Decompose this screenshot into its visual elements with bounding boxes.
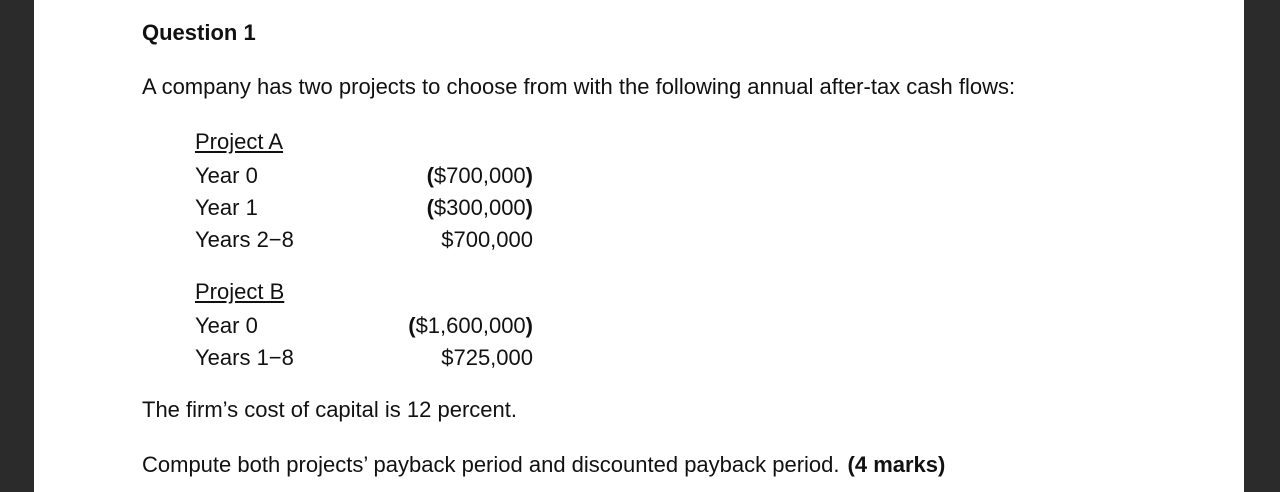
cashflow-row: [195, 160, 535, 192]
cashflow-row: [195, 224, 535, 256]
cashflow-value: ($700,000): [426, 163, 533, 188]
year-label: Years 1−8: [195, 345, 294, 370]
cashflow-row: [195, 342, 535, 374]
cashflow-row: [195, 310, 535, 342]
project-b-title: Project B: [195, 279, 285, 304]
year-label: Year 0: [195, 163, 258, 188]
cashflow-value: $725,000: [441, 345, 533, 370]
year-label: Years 2−8: [195, 227, 294, 252]
cashflow-row: [195, 192, 535, 224]
question-title: Question 1: [142, 20, 256, 45]
marks-label: (4 marks): [847, 452, 946, 477]
year-label: Year 1: [195, 195, 258, 220]
task-instruction: Compute both projects’ payback period and discounted payback period.: [142, 452, 840, 477]
project-b-table: [195, 278, 535, 374]
year-label: Year 0: [195, 313, 258, 338]
cashflow-value: ($300,000): [426, 195, 533, 220]
project-a-table: [195, 128, 535, 256]
task-text: [142, 452, 945, 478]
cashflow-value: $700,000: [441, 227, 533, 252]
cashflow-value: ($1,600,000): [408, 313, 533, 338]
cost-of-capital-text: The firm’s cost of capital is 12 percent.: [142, 397, 517, 422]
document-page: [34, 0, 1244, 492]
question-intro: A company has two projects to choose from with the following annual after-tax cash flows:: [142, 74, 1016, 99]
project-a-title: Project A: [195, 129, 284, 154]
